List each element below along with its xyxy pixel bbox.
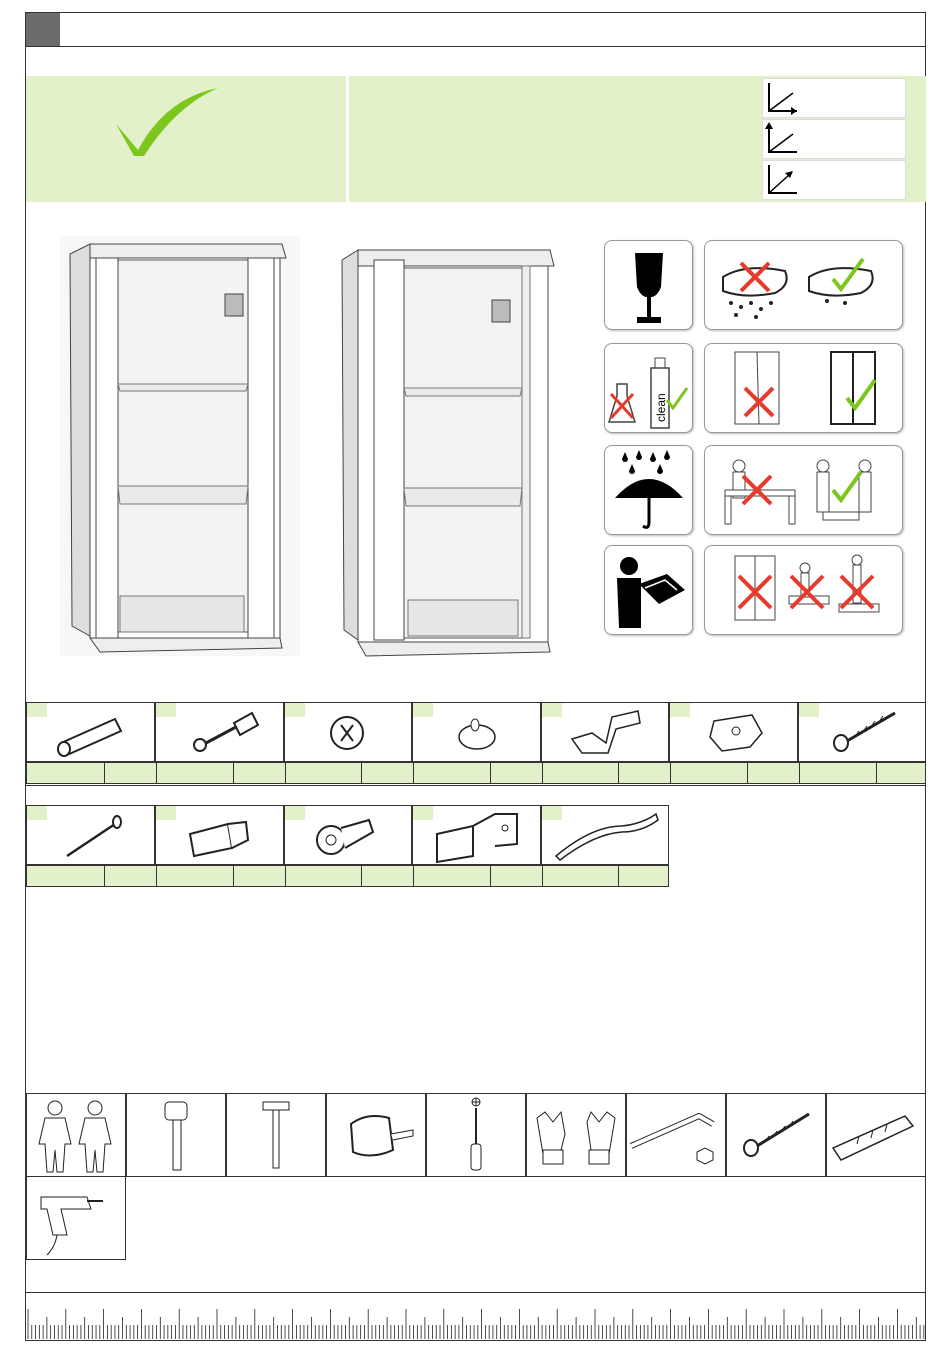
- hammer-icon: [227, 1094, 325, 1176]
- drill-icon: [27, 1177, 125, 1259]
- height-axis-icon: [763, 120, 803, 158]
- assembly-floor-icon: [704, 445, 903, 535]
- fragile-glass-icon: [604, 240, 693, 330]
- depth-axis-icon: [763, 161, 803, 199]
- part-id: [27, 703, 47, 717]
- part-id: [542, 703, 562, 717]
- part-screw: [798, 702, 926, 762]
- tool-hex-key: [626, 1093, 726, 1177]
- part-wooden-dowel: [26, 702, 155, 762]
- rubber-mallet-icon: [127, 1094, 225, 1176]
- part-cam-lock: [284, 702, 412, 762]
- wood-screw-icon: [727, 1094, 825, 1176]
- tool-hammer: [226, 1093, 326, 1177]
- wall-plug-icon: [827, 1094, 925, 1176]
- width-axis-icon: [763, 79, 803, 117]
- part-id: [799, 703, 819, 717]
- checkmark-icon: [26, 76, 346, 202]
- part-id: [542, 806, 562, 820]
- width-dimension: [762, 78, 906, 118]
- clean-label: clean: [654, 393, 668, 422]
- tool-tape-measure: [326, 1093, 426, 1177]
- part-hinge: [541, 702, 669, 762]
- cabinet-closed-illustration: [60, 236, 300, 656]
- part-id: [156, 806, 176, 820]
- tool-two-persons: [26, 1093, 126, 1177]
- part-cam-bolt: [155, 702, 284, 762]
- parts-quantity-row-2: [26, 865, 669, 887]
- cabinet-open-illustration: [338, 238, 560, 658]
- gloves-icon: [527, 1094, 625, 1176]
- height-dimension: [762, 119, 906, 159]
- tool-drill: [26, 1176, 126, 1260]
- tape-measure-icon: [327, 1094, 425, 1176]
- part-id: [27, 806, 47, 820]
- no-climb-icon: [704, 545, 903, 635]
- measuring-ruler: [26, 1292, 925, 1340]
- part-perforated-strap: [541, 805, 669, 865]
- depth-dimension: [762, 160, 906, 200]
- part-bumper: [284, 805, 412, 865]
- chemical-vs-clean-icon: [604, 343, 693, 433]
- tool-phillips-screwdriver: [426, 1093, 526, 1177]
- part-id: [285, 806, 305, 820]
- part-felt-pad: [412, 702, 541, 762]
- parts-quantity-row-1: [26, 762, 926, 784]
- part-shelf-support: [155, 805, 284, 865]
- tool-rubber-mallet: [126, 1093, 226, 1177]
- page-number-marker: [26, 13, 60, 46]
- cleaning-cloth-icon: [704, 240, 903, 330]
- read-manual-icon: [604, 545, 693, 635]
- part-id: [285, 703, 305, 717]
- tool-gloves: [526, 1093, 626, 1177]
- door-alignment-icon: [704, 343, 903, 433]
- part-wall-bracket: [412, 805, 541, 865]
- checklist-panel: [26, 76, 346, 202]
- tool-wall-plug: [826, 1093, 926, 1177]
- part-id: [156, 703, 176, 717]
- part-id: [413, 703, 433, 717]
- phillips-screwdriver-icon: [427, 1094, 525, 1176]
- two-persons-icon: [27, 1094, 125, 1176]
- part-id: [670, 703, 690, 717]
- part-nail: [26, 805, 155, 865]
- part-id: [413, 806, 433, 820]
- hex-key-icon: [627, 1094, 725, 1176]
- description-panel: [349, 76, 760, 202]
- keep-dry-icon: [604, 445, 693, 535]
- part-hinge-plate: [669, 702, 798, 762]
- tool-wood-screw: [726, 1093, 826, 1177]
